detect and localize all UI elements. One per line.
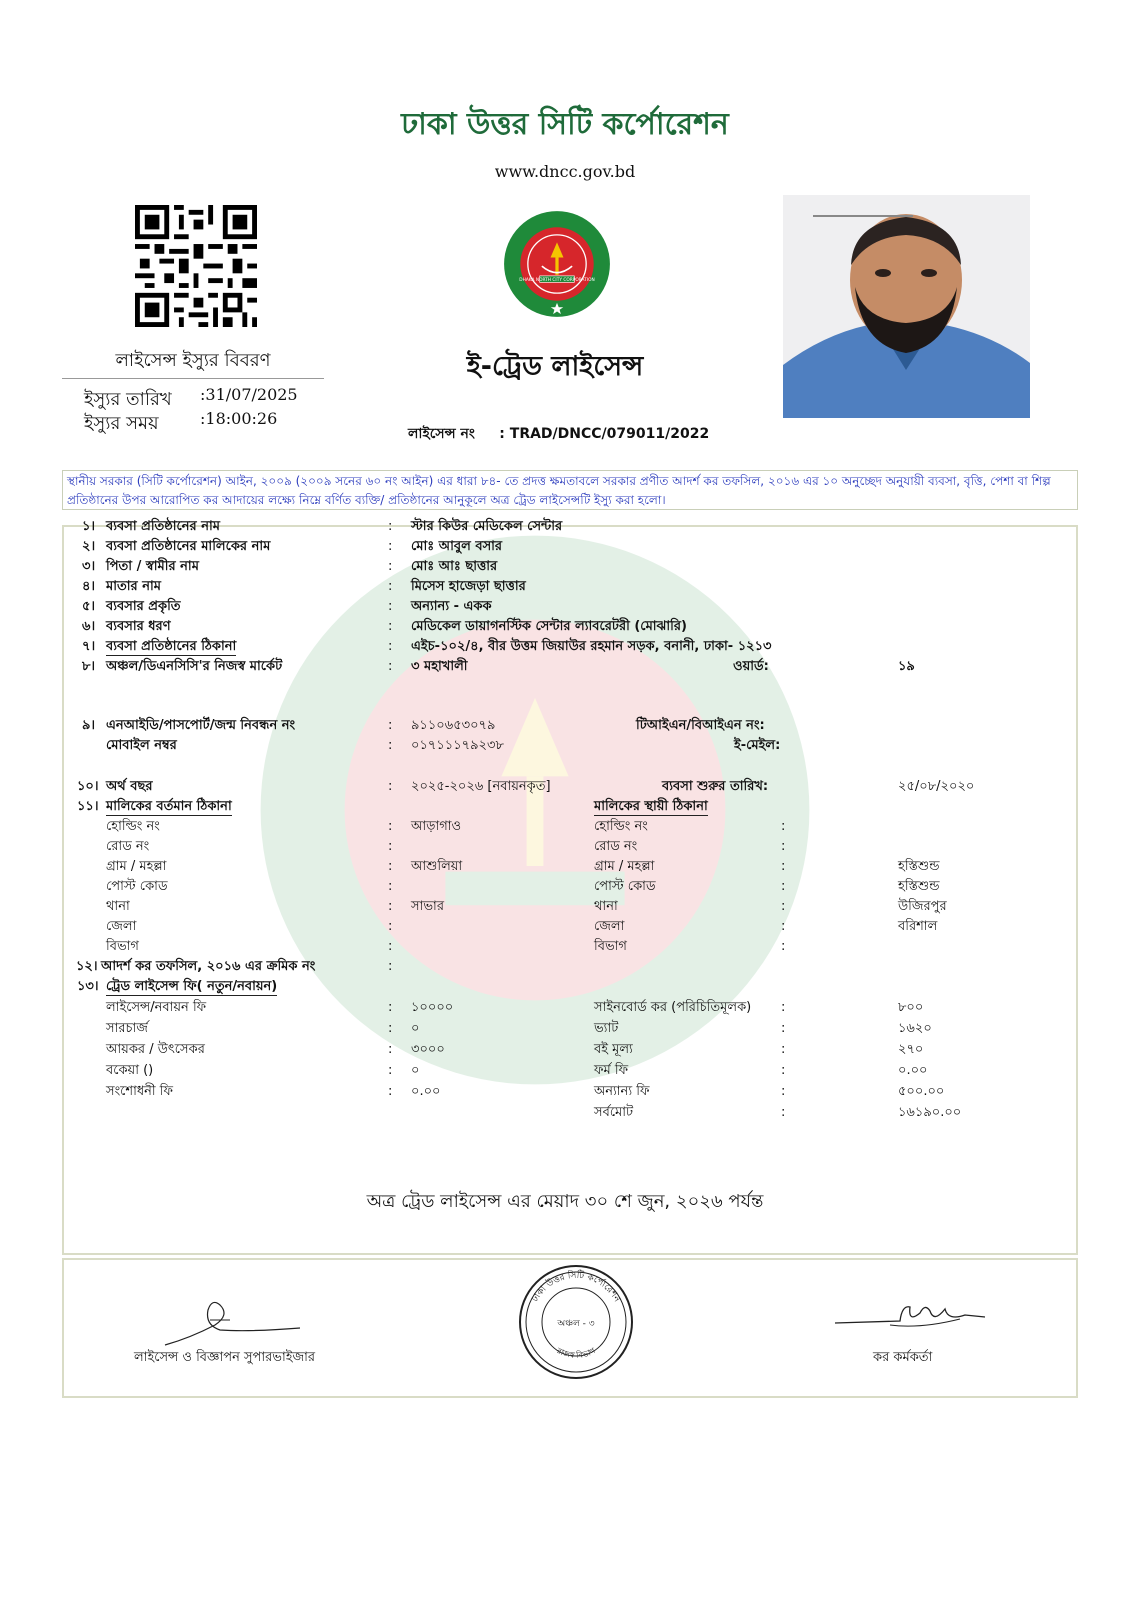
field-2-label: ব্যবসা প্রতিষ্ঠানের মালিকের নাম <box>106 539 271 554</box>
nid-value: ৯১১০৬৫৩০৭৯ <box>411 718 496 733</box>
present-district-label: জেলা <box>106 919 137 934</box>
dncc-logo <box>503 210 611 318</box>
issue-time-label: ইস্যুর সময় <box>84 413 159 434</box>
website-link[interactable]: www.dncc.gov.bd <box>494 162 636 181</box>
permanent-postcode-value: হস্তিশুন্ড <box>898 879 940 894</box>
fee-form-colon: : <box>781 1063 786 1078</box>
permanent-village-colon: : <box>781 859 786 874</box>
business-start-value: ২৫/০৮/২০২০ <box>898 779 975 794</box>
field-13-number: ১৩। <box>77 979 99 994</box>
business-start-label: ব্যবসা শুরুর তারিখ: <box>662 779 769 794</box>
field-4-value: মিসেস হাজেড়া ছাত্তার <box>411 579 526 594</box>
fee-vat-label: ভ্যাট <box>594 1021 619 1036</box>
field-1-value: স্টার কিউর মেডিকেল সেন্টার <box>411 519 563 534</box>
field-4-number: ৪। <box>82 579 96 594</box>
permanent-village-value: হস্তিশুন্ড <box>898 859 940 874</box>
permanent-district-label: জেলা <box>594 919 625 934</box>
fee-total-colon: : <box>781 1105 786 1120</box>
fee-vat-colon: : <box>781 1021 786 1036</box>
field-2-colon: : <box>388 539 393 554</box>
email-label: ই-মেইল: <box>734 738 781 753</box>
field-1-number: ১। <box>82 519 96 534</box>
fees-title: ট্রেড লাইসেন্স ফি( নতুন/নবায়ন) <box>106 979 278 994</box>
license-number-value: : TRAD/DNCC/079011/2022 <box>499 426 710 442</box>
nid-colon: : <box>388 718 393 733</box>
field-12-number: ১২। <box>76 959 98 974</box>
issue-details-heading: লাইসেন্স ইস্যুর বিবরণ <box>115 350 271 371</box>
revenue-seal <box>516 1262 636 1382</box>
present-holding-colon: : <box>388 819 393 834</box>
permanent-address-title: মালিকের স্থায়ী ঠিকানা <box>594 799 708 814</box>
field-3-label: পিতা / স্বামীর নাম <box>106 559 199 574</box>
fee-form-label: ফর্ম ফি <box>594 1063 629 1078</box>
field-6-value: মেডিকেল ডায়াগনস্টিক সেন্টার ল্যাবরেটরী (মোঝারি) <box>411 619 687 634</box>
svg-text:ঢাকা উত্তর সিটি কর্পোরেশন <box>530 1269 622 1305</box>
field-6-colon: : <box>388 619 393 634</box>
permanent-road-label: রোড নং <box>594 839 638 854</box>
permanent-holding-colon: : <box>781 819 786 834</box>
field-1-colon: : <box>388 519 393 534</box>
field-6-label: ব্যবসার ধরণ <box>106 619 171 634</box>
present-village-value: আশুলিয়া <box>411 859 463 874</box>
fee-amendment-colon: : <box>388 1084 393 1099</box>
logo-text: DHAKA NORTH CITY CORPORATION <box>519 277 595 283</box>
fee-license-colon: : <box>388 1000 393 1015</box>
field-9-number: ৯। <box>82 718 96 733</box>
nid-label: এনআইডি/পাসপোর্ট/জন্ম নিবন্ধন নং <box>106 718 296 733</box>
fee-total-value: ১৬১৯০.০০ <box>898 1105 962 1120</box>
permanent-village-label: গ্রাম / মহল্লা <box>594 859 655 874</box>
qr-code-icon <box>135 205 257 327</box>
field-4-colon: : <box>388 579 393 594</box>
ward-value: ১৯ <box>898 659 915 674</box>
issue-date-value: :31/07/2025 <box>200 385 298 404</box>
present-holding-value: আড়াগাও <box>411 819 462 834</box>
issue-time-row <box>84 409 277 440</box>
seal-top-text: ঢাকা উত্তর সিটি কর্পোরেশন <box>530 1270 622 1304</box>
tax-officer-label: কর কর্মকর্তা <box>873 1350 933 1365</box>
permanent-thana-label: থানা <box>594 899 618 914</box>
permanent-district-colon: : <box>781 919 786 934</box>
field-3-value: মোঃ আঃ ছাত্তার <box>411 559 498 574</box>
field-8-value: ৩ মহাখালী <box>411 659 468 674</box>
field-2-number: ২। <box>82 539 96 554</box>
field-8-label: অঞ্চল/ডিএনসিসি'র নিজস্ব মার্কেট <box>106 659 283 674</box>
field-7-number: ৭। <box>82 639 96 654</box>
field-3-number: ৩। <box>82 559 96 574</box>
tax-officer-signature <box>830 1295 990 1335</box>
permanent-postcode-colon: : <box>781 879 786 894</box>
permanent-district-value: বরিশাল <box>898 919 938 934</box>
license-title: ই-ট্রেড লাইসেন্স <box>466 351 644 382</box>
permanent-division-colon: : <box>781 939 786 954</box>
fiscal-year-colon: : <box>388 779 393 794</box>
field-2-value: মোঃ আবুল বসার <box>411 539 503 554</box>
fee-incometax-label: আয়কর / উৎসেকর <box>106 1042 205 1057</box>
license-number <box>408 422 709 446</box>
field-5-number: ৫। <box>82 599 96 614</box>
fee-total-label: সর্বমোট <box>594 1105 634 1120</box>
fee-due-value: ০ <box>411 1063 420 1078</box>
schedule-colon: : <box>388 959 393 974</box>
tin-label: টিআইএন/বিআইএন নং: <box>636 718 765 733</box>
present-thana-colon: : <box>388 899 393 914</box>
fee-amendment-value: ০.০০ <box>411 1084 441 1099</box>
fee-due-label: বকেয়া () <box>106 1063 154 1078</box>
permanent-thana-value: উজিরপুর <box>898 899 947 914</box>
field-8-colon: : <box>388 659 393 674</box>
permanent-holding-label: হোল্ডিং নং <box>594 819 648 834</box>
fee-license-value: ১০০০০ <box>411 1000 454 1015</box>
fiscal-year-value: ২০২৫-২০২৬ [নবায়নকৃত] <box>411 779 551 794</box>
fee-surcharge-colon: : <box>388 1021 393 1036</box>
fee-book-colon: : <box>781 1042 786 1057</box>
ward-label: ওয়ার্ড: <box>733 659 769 674</box>
fee-book-label: বই মূল্য <box>594 1042 633 1057</box>
field-10-number: ১০। <box>77 779 99 794</box>
field-5-colon: : <box>388 599 393 614</box>
issue-time-value: :18:00:26 <box>200 409 278 428</box>
present-address-title: মালিকের বর্তমান ঠিকানা <box>106 799 232 814</box>
permanent-road-colon: : <box>781 839 786 854</box>
fee-form-value: ০.০০ <box>898 1063 928 1078</box>
field-11-number: ১১। <box>77 799 99 814</box>
fee-incometax-colon: : <box>388 1042 393 1057</box>
seal-bottom-text: রাজস্ব বিভাগ <box>555 1346 597 1360</box>
field-6-number: ৬। <box>82 619 96 634</box>
supervisor-label: লাইসেন্স ও বিজ্ঞাপন সুপারভাইজার <box>134 1350 316 1365</box>
fee-other-colon: : <box>781 1084 786 1099</box>
fee-surcharge-label: সারচার্জ <box>106 1021 148 1036</box>
field-7-value: এইচ-১০২/৪, বীর উত্তম জিয়াউর রহমান সড়ক, বনানী, ঢাকা- ১২১৩ <box>411 639 772 654</box>
present-thana-value: সাভার <box>411 899 444 914</box>
field-4-label: মাতার নাম <box>106 579 161 594</box>
mobile-colon: : <box>388 738 393 753</box>
field-8-number: ৮। <box>82 659 96 674</box>
present-road-label: রোড নং <box>106 839 150 854</box>
field-7-colon: : <box>388 639 393 654</box>
fee-book-value: ২৭০ <box>898 1042 924 1057</box>
fee-due-colon: : <box>388 1063 393 1078</box>
fee-license-label: লাইসেন্স/নবায়ন ফি <box>106 1000 207 1015</box>
page-title: ঢাকা উত্তর সিটি কর্পোরেশন <box>401 107 729 142</box>
fee-incometax-value: ৩০০০ <box>411 1042 445 1057</box>
fee-signboard-colon: : <box>781 1000 786 1015</box>
schedule-label: আদর্শ কর তফসিল, ২০১৬ এর ক্রমিক নং <box>101 959 316 974</box>
present-thana-label: থানা <box>106 899 130 914</box>
permanent-postcode-label: পোস্ট কোড <box>594 879 656 894</box>
present-village-colon: : <box>388 859 393 874</box>
present-village-label: গ্রাম / মহল্লা <box>106 859 167 874</box>
fee-signboard-label: সাইনবোর্ড কর (পরিচিতিমূলক) <box>594 1000 752 1015</box>
present-postcode-colon: : <box>388 879 393 894</box>
fee-other-label: অন্যান্য ফি <box>594 1084 650 1099</box>
intro-text: স্থানীয় সরকার (সিটি কর্পোরেশন) আইন, ২০০৯ (২০০৯ সনের ৬০ নং আইন) এর ধারা ৮৪- তে প্রদত্ত ক্ষমতাবলে সরকার প্রণীত আদর্শ কর তফসিল, ২০১৬ এর ১০ অনুচ্ছেদ অনুযায়ী ব্যবসা, বৃত্তি, পেশা বা শিল্প প্রতিষ্ঠানের উপর আরোপিত কর আদায়ের লক্ষ্যে নিম্নে বর্ণিত ব্যক্তি/ প্রতিষ্ঠানের আনুকূলে অত্র ট্রেড লাইসেন্সটি ইস্যু করা হলো। <box>62 470 1078 510</box>
present-postcode-label: পোস্ট কোড <box>106 879 168 894</box>
validity-text: অত্র ট্রেড লাইসেন্স এর মেয়াদ ৩০ শে জুন, ২০২৬ পর্যন্ত <box>366 1191 764 1212</box>
fee-surcharge-value: ০ <box>411 1021 420 1036</box>
issue-date-label: ইস্যুর তারিখ <box>84 389 172 410</box>
present-division-colon: : <box>388 939 393 954</box>
field-5-value: অন্যান্য - একক <box>411 599 492 614</box>
present-division-label: বিভাগ <box>106 939 139 954</box>
mobile-label: মোবাইল নম্বর <box>106 738 177 753</box>
fee-vat-value: ১৬২০ <box>898 1021 932 1036</box>
fee-other-value: ৫০০.০০ <box>898 1084 945 1099</box>
present-holding-label: হোল্ডিং নং <box>106 819 160 834</box>
field-1-label: ব্যবসা প্রতিষ্ঠানের নাম <box>106 519 220 534</box>
present-road-colon: : <box>388 839 393 854</box>
permanent-thana-colon: : <box>781 899 786 914</box>
field-7-label: ব্যবসা প্রতিষ্ঠানের ঠিকানা <box>106 639 237 654</box>
present-district-colon: : <box>388 919 393 934</box>
mobile-value: ০১৭১১১৭৯২৩৮ <box>411 738 504 753</box>
seal-center-text: অঞ্চল - ৩ <box>557 1319 595 1329</box>
fee-signboard-value: ৮০০ <box>898 1000 924 1015</box>
field-5-label: ব্যবসার প্রকৃতি <box>106 599 181 614</box>
permanent-division-label: বিভাগ <box>594 939 627 954</box>
svg-text:রাজস্ব বিভাগ <box>554 1346 597 1360</box>
fee-amendment-label: সংশোধনী ফি <box>106 1084 173 1099</box>
fiscal-year-label: অর্থ বছর <box>106 779 153 794</box>
field-3-colon: : <box>388 559 393 574</box>
license-number-label: লাইসেন্স নং <box>408 426 475 442</box>
